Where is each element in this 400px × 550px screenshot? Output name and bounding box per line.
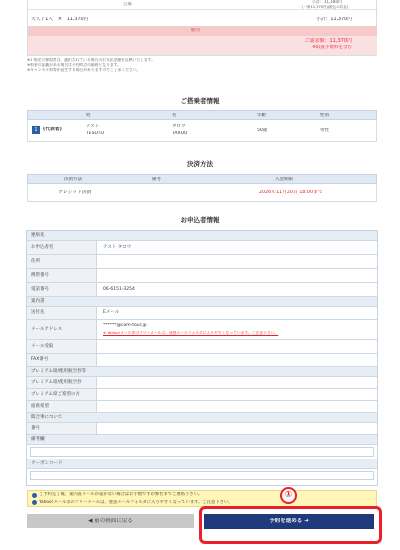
proceed-button-label: 予約を進める ➜	[269, 518, 309, 525]
participants-header	[27, 110, 377, 120]
participant-role: (代表者)	[43, 127, 62, 132]
participant-mei-kana: TAROU	[172, 131, 188, 136]
email-row	[27, 320, 377, 340]
note-line: ※1 指定の参加者は、選択されている場合のお支払金額を反映いたします。	[27, 58, 155, 62]
applicant-name-row	[27, 241, 377, 255]
payment-title: 決済方法	[187, 160, 213, 168]
col-age: 年齢	[257, 113, 266, 118]
col-method: 決済方法	[64, 177, 82, 182]
mobile-value	[99, 269, 377, 282]
phone-value: 06-6151-3254	[103, 286, 135, 292]
discount-row	[28, 26, 377, 36]
seat-pref-label: 座席希望	[27, 401, 97, 412]
applicant-title: お申込者情報	[180, 216, 220, 224]
adult-row-label: 大人 / 1人 × 11,370円	[31, 17, 89, 22]
section-premium: プレミアム席/使用航空券等	[27, 367, 377, 377]
col-gender: 性別	[320, 113, 329, 118]
payment-row	[27, 184, 377, 202]
participant-age: 50歳	[257, 128, 268, 133]
notice-line-2: Yahoo!メール等のフリーメールは、迷惑メールフォルダに入りやすくなっています。ご注意下さい。	[39, 499, 233, 505]
participant-mei: タロウ	[172, 124, 186, 129]
premium-seat-row	[27, 377, 377, 389]
participant-sei: テスト	[86, 124, 100, 129]
header-cell: 公募	[123, 2, 132, 7]
back-button[interactable]	[27, 514, 194, 528]
payment-method: クレジット決済	[58, 190, 92, 195]
address-value	[99, 255, 377, 268]
note-line: ※料金の記載がある場合は予約時点の価格となります。	[27, 63, 122, 67]
section-contact: 連絡先	[27, 231, 377, 241]
notice-line-1: ご予約完了後、案内書メールが届かない場合はお手数ですが弊社までご連絡下さい。	[39, 492, 203, 497]
section-coupon: クーポンコード	[27, 459, 377, 469]
phone-row	[27, 283, 377, 297]
number-label: 番号	[27, 423, 97, 434]
send-row	[27, 307, 377, 320]
participant-gender: 男性	[320, 128, 329, 133]
participants-title: ご搭乗者情報	[180, 97, 220, 105]
address-label: 住所	[27, 255, 97, 268]
address-row	[27, 255, 377, 269]
proceed-button[interactable]	[204, 514, 374, 529]
total-line-2: ※取扱手数料を含む	[312, 45, 352, 50]
email-warning: ※ Yahoo!メール等のフリーメールは、迷惑メールフォルダに入りやすくなっています。ご注意下さい。	[103, 331, 279, 336]
send-label: 送付先	[27, 307, 97, 319]
annotation-number: ①	[284, 490, 293, 501]
back-button-label: ◀ 前の画面に戻る	[88, 517, 133, 524]
premium-seat-label: プレミアム席/使用航空券	[27, 377, 97, 388]
right-note-1: 小計：11,180円	[312, 0, 342, 4]
premium-req-label: プレミアム席ご希望の方	[27, 389, 97, 400]
name-value: テスト タロウ	[103, 244, 132, 250]
right-note-2: (一般11,370円)(税込み料金)	[302, 5, 348, 9]
coupon-input[interactable]	[30, 471, 374, 480]
col-mei: 名	[172, 113, 177, 118]
participant-badge: 1	[32, 126, 40, 134]
phone-label: 電話番号	[27, 283, 97, 296]
summary-notes	[27, 58, 377, 73]
misc-textarea[interactable]	[30, 447, 374, 457]
email-label: メールアドレス	[27, 320, 97, 339]
confirm-row	[27, 340, 377, 354]
info-icon	[32, 493, 37, 498]
section-misc: 備考欄	[27, 435, 377, 445]
number-row	[27, 423, 377, 435]
fax-row	[27, 354, 377, 367]
order-summary	[27, 0, 377, 56]
mobile-row	[27, 269, 377, 283]
confirm-label: メール受取	[27, 340, 97, 353]
payment-header	[27, 174, 377, 184]
section-guide: 案内書	[27, 297, 377, 307]
note-line: ※キャンセル料等が発生する場合がありますのでご了承ください。	[27, 68, 141, 72]
seat-pref-row	[27, 401, 377, 413]
col-deadline: 入金期限	[275, 177, 293, 182]
mobile-label: 携帯番号	[27, 269, 97, 282]
fax-label: FAX番号	[27, 354, 97, 366]
adult-subtotal: 小計：11,370円	[316, 17, 352, 22]
col-note: 備考	[152, 177, 161, 182]
section-other: 間合事について	[27, 413, 377, 423]
premium-req-row	[27, 389, 377, 401]
total-line-1: ご請求額：11,370円	[304, 38, 352, 44]
notice-box	[27, 490, 377, 507]
annotation-badge	[280, 487, 297, 504]
participant-row	[27, 120, 377, 142]
send-value: Eメール	[103, 310, 120, 316]
payment-deadline: 2026年11月20日 18:00まで	[259, 190, 323, 195]
info-icon	[32, 500, 37, 505]
name-label: お申込者名	[27, 241, 97, 254]
discount-label: 値引	[191, 28, 201, 33]
participant-sei-kana: TESUTO	[86, 131, 105, 136]
col-sei: 姓	[86, 113, 91, 118]
email-value: ******@com-tour.jp	[103, 323, 147, 328]
